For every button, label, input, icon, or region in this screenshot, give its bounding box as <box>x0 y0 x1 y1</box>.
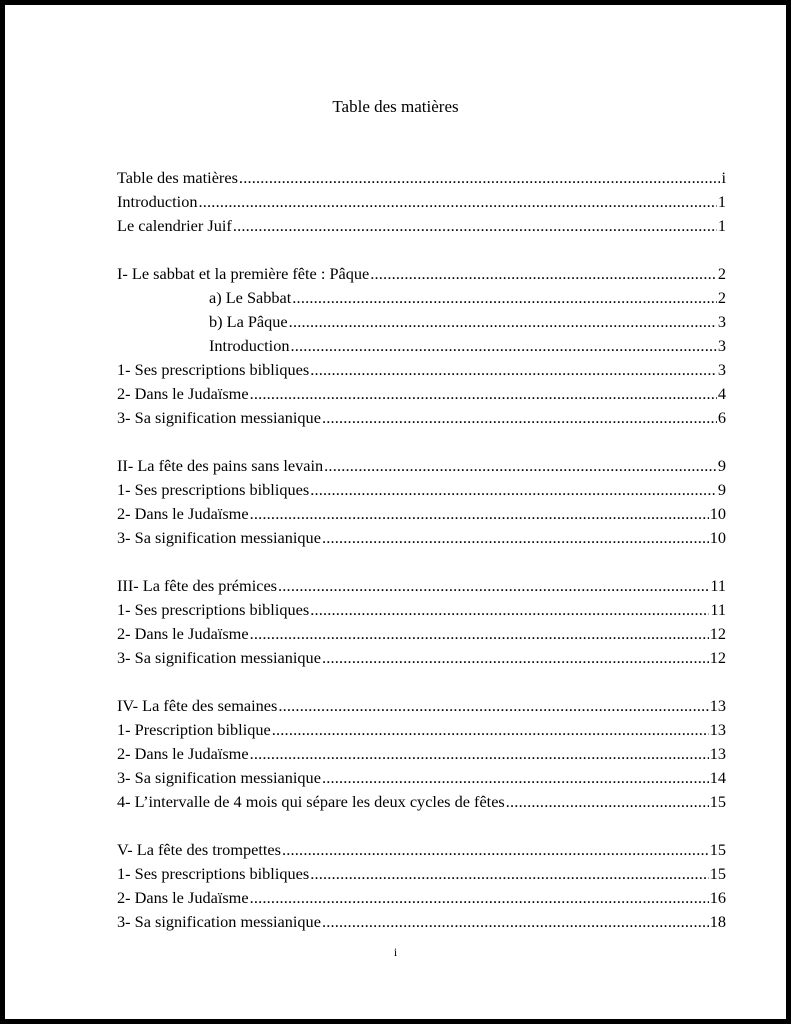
toc-entry-label: 3- Sa signification messianique <box>117 912 321 931</box>
dot-leader <box>506 792 709 812</box>
toc-entry-label: 2- Dans le Judaïsme <box>117 624 249 643</box>
toc-entry-page: 15 <box>709 840 726 859</box>
toc-entry <box>117 600 726 624</box>
toc-entry <box>117 360 726 384</box>
toc-entry <box>117 312 726 336</box>
dot-leader <box>250 504 709 524</box>
toc-entry <box>117 888 726 912</box>
toc-entry-page: 10 <box>709 528 726 547</box>
toc-entry-label: 1- Ses prescriptions bibliques <box>117 864 310 883</box>
toc-entry-label: 1- Ses prescriptions bibliques <box>117 600 310 619</box>
toc-entry-label: 3- Sa signification messianique <box>117 648 321 667</box>
dot-leader <box>322 912 709 932</box>
toc-entry-label: a) Le Sabbat <box>209 288 292 307</box>
toc-entry-label: 1- Ses prescriptions bibliques <box>117 480 310 499</box>
toc-entry <box>117 384 726 408</box>
toc-entry-label: II- La fête des pains sans levain <box>117 456 324 475</box>
toc-entry <box>117 480 726 504</box>
toc-entry <box>117 648 726 672</box>
toc-entry <box>117 288 726 312</box>
toc-entry <box>117 192 726 216</box>
toc-entry <box>117 912 726 936</box>
dot-leader <box>322 648 709 668</box>
dot-leader <box>278 696 708 716</box>
dot-leader <box>290 336 716 356</box>
toc-entry-label: 2- Dans le Judaïsme <box>117 888 249 907</box>
toc-entry-page: 13 <box>709 720 726 739</box>
toc-entry <box>117 840 726 864</box>
toc-entry <box>117 624 726 648</box>
dot-leader <box>198 192 716 212</box>
toc-entry-label: Introduction <box>209 336 290 355</box>
toc-entry <box>117 744 726 768</box>
toc-entry <box>117 768 726 792</box>
toc-entry <box>117 408 726 432</box>
toc-entry <box>117 168 726 192</box>
toc-entry-page: 2 <box>717 288 726 307</box>
toc-entry-page: 1 <box>717 216 726 235</box>
toc-entry-page: 18 <box>709 912 726 931</box>
dot-leader <box>322 408 717 428</box>
toc-entry-label: V- La fête des trompettes <box>117 840 281 859</box>
toc-entry-page: 3 <box>717 360 726 379</box>
toc-entry <box>117 696 726 720</box>
dot-leader <box>250 744 709 764</box>
document-page <box>5 5 786 1019</box>
page-number: i <box>393 945 398 959</box>
toc-entry <box>117 864 726 888</box>
dot-leader <box>250 384 717 404</box>
toc-entry-page: 13 <box>709 744 726 763</box>
dot-leader <box>310 480 717 500</box>
toc-entry-page: 16 <box>709 888 726 907</box>
toc-entry-page: 15 <box>709 864 726 883</box>
dot-leader <box>324 456 717 476</box>
toc-entry-page: 9 <box>717 456 726 475</box>
toc-entry-label: 2- Dans le Judaïsme <box>117 384 249 403</box>
toc-entry-label: 1- Ses prescriptions bibliques <box>117 360 310 379</box>
toc-entry-page: 14 <box>709 768 726 787</box>
toc-entry-page: 4 <box>717 384 726 403</box>
toc-entry-label: IV- La fête des semaines <box>117 696 278 715</box>
dot-leader <box>310 864 709 884</box>
toc-entry-label: 1- Prescription biblique <box>117 720 271 739</box>
dot-leader <box>250 888 709 908</box>
page-title: Table des matières <box>332 97 459 116</box>
toc-entry-label: 4- L’intervalle de 4 mois qui sépare les deux cycles de fêtes <box>117 792 505 811</box>
toc-entry-page: 3 <box>717 336 726 355</box>
toc-entry-label: I- Le sabbat et la première fête : Pâque <box>117 264 370 283</box>
toc-entry <box>117 456 726 480</box>
toc-entry <box>117 720 726 744</box>
toc-entry-label: Introduction <box>117 192 198 211</box>
toc-entry-label: Table des matières <box>117 168 238 187</box>
toc-entry-page: i <box>721 168 726 187</box>
toc-entry-page: 11 <box>710 576 726 595</box>
toc-entry <box>117 528 726 552</box>
toc-entry-label: 3- Sa signification messianique <box>117 768 321 787</box>
toc-entry-label: III- La fête des prémices <box>117 576 278 595</box>
toc-entry-page: 12 <box>709 648 726 667</box>
toc-entry <box>117 792 726 816</box>
dot-leader <box>282 840 709 860</box>
toc-entry-page: 10 <box>709 504 726 523</box>
dot-leader <box>239 168 721 188</box>
dot-leader <box>289 312 717 332</box>
toc-entry <box>117 504 726 528</box>
dot-leader <box>370 264 717 284</box>
toc-entry-page: 6 <box>717 408 726 427</box>
toc-entry-page: 2 <box>717 264 726 283</box>
toc-entry <box>117 264 726 288</box>
dot-leader <box>272 720 709 740</box>
table-of-contents <box>117 168 726 936</box>
toc-entry-label: 3- Sa signification messianique <box>117 408 321 427</box>
toc-entry-page: 11 <box>710 600 726 619</box>
dot-leader <box>250 624 709 644</box>
toc-entry-page: 15 <box>709 792 726 811</box>
toc-entry-page: 1 <box>717 192 726 211</box>
dot-leader <box>233 216 717 236</box>
toc-entry <box>117 576 726 600</box>
toc-entry-label: Le calendrier Juif <box>117 216 232 235</box>
dot-leader <box>310 360 717 380</box>
dot-leader <box>322 528 709 548</box>
toc-entry-page: 9 <box>717 480 726 499</box>
toc-entry-page: 12 <box>709 624 726 643</box>
toc-entry <box>117 336 726 360</box>
toc-entry-label: 2- Dans le Judaïsme <box>117 744 249 763</box>
toc-entry-page: 13 <box>709 696 726 715</box>
toc-entry <box>117 216 726 240</box>
dot-leader <box>292 288 717 308</box>
dot-leader <box>310 600 709 620</box>
toc-entry-label: b) La Pâque <box>209 312 288 331</box>
toc-entry-page: 3 <box>717 312 726 331</box>
toc-entry-label: 3- Sa signification messianique <box>117 528 321 547</box>
dot-leader <box>322 768 709 788</box>
toc-entry-label: 2- Dans le Judaïsme <box>117 504 249 523</box>
dot-leader <box>278 576 709 596</box>
